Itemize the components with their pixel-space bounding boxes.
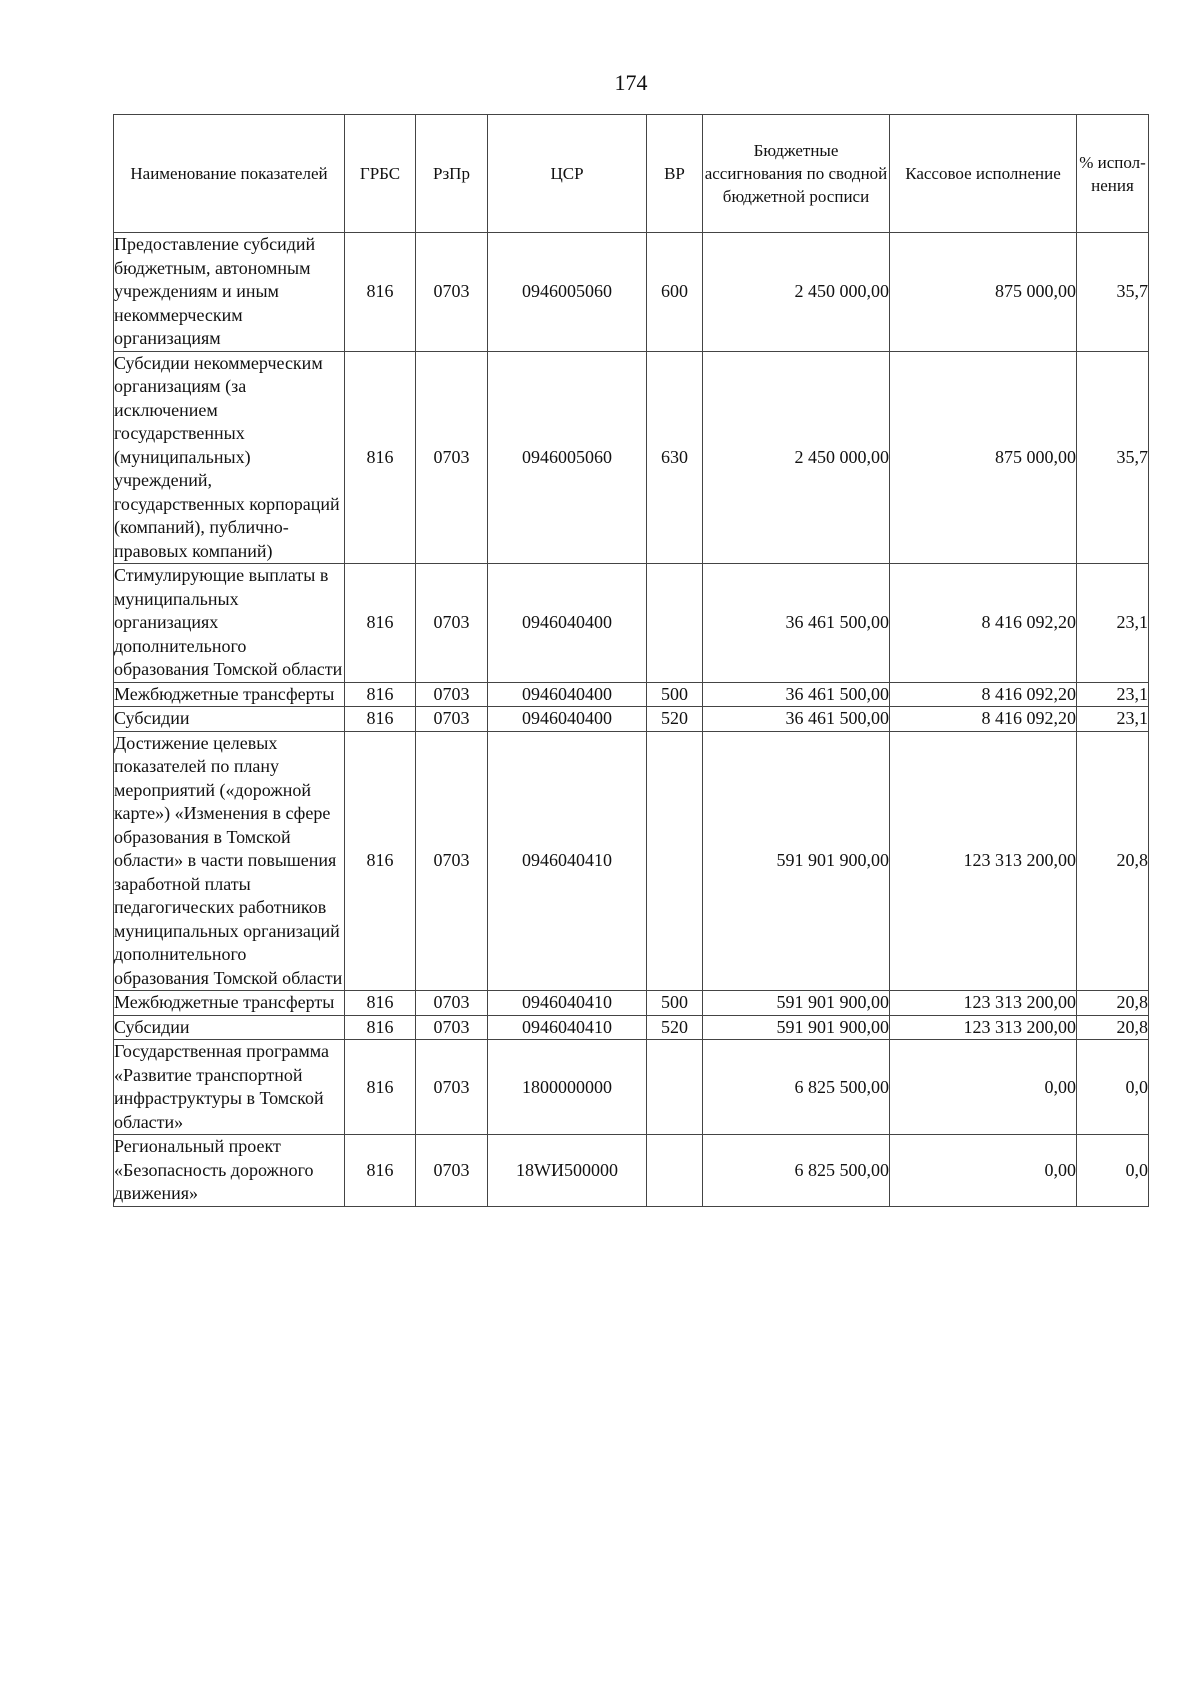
cell-name: Достижение целевых показателей по плану мероприятий («дорожной карте») «Изменения в сфере образования в Томской области» в части повышения заработной платы педагогических работников муниципальных организаций дополнительного образования Томской области [114,731,345,991]
table-row [114,1015,1149,1040]
table-row [114,351,1149,564]
cell-pct: 35,7 [1077,351,1149,564]
cell-name: Субсидии некоммерческим организациям (за исключением государственных (муниципальных) учреждений, государственных корпораций (компаний), публично-правовых компаний) [114,351,345,564]
cell-pct: 23,1 [1077,707,1149,732]
cell-grbs: 816 [345,682,416,707]
cell-grbs: 816 [345,991,416,1016]
cell-rzpr: 0703 [416,351,488,564]
cell-vr: 520 [647,707,703,732]
cell-grbs: 816 [345,233,416,352]
cell-cash: 0,00 [890,1040,1077,1135]
cell-pct: 0,0 [1077,1040,1149,1135]
cell-csr: 0946005060 [488,233,647,352]
cell-name: Субсидии [114,1015,345,1040]
cell-vr: 520 [647,1015,703,1040]
cell-rzpr: 0703 [416,991,488,1016]
cell-pct: 23,1 [1077,564,1149,683]
cell-cash: 123 313 200,00 [890,731,1077,991]
cell-budget: 36 461 500,00 [703,682,890,707]
cell-grbs: 816 [345,1135,416,1207]
header-pct: % испол-нения [1077,115,1149,233]
cell-csr: 0946005060 [488,351,647,564]
cell-vr: 630 [647,351,703,564]
cell-vr: 600 [647,233,703,352]
cell-rzpr: 0703 [416,731,488,991]
cell-grbs: 816 [345,564,416,683]
budget-execution-table [113,114,1149,1207]
cell-vr [647,564,703,683]
header-grbs: ГРБС [345,115,416,233]
cell-budget: 591 901 900,00 [703,731,890,991]
cell-name: Государственная программа «Развитие транспортной инфраструктуры в Томской области» [114,1040,345,1135]
cell-name: Межбюджетные трансферты [114,682,345,707]
table-row [114,731,1149,991]
cell-grbs: 816 [345,707,416,732]
cell-budget: 6 825 500,00 [703,1135,890,1207]
cell-cash: 8 416 092,20 [890,707,1077,732]
cell-rzpr: 0703 [416,564,488,683]
cell-csr: 0946040410 [488,731,647,991]
cell-csr: 0946040400 [488,707,647,732]
cell-cash: 875 000,00 [890,351,1077,564]
cell-rzpr: 0703 [416,1135,488,1207]
cell-budget: 591 901 900,00 [703,991,890,1016]
cell-rzpr: 0703 [416,233,488,352]
cell-grbs: 816 [345,731,416,991]
cell-cash: 8 416 092,20 [890,682,1077,707]
table-row [114,991,1149,1016]
table-row [114,564,1149,683]
cell-rzpr: 0703 [416,707,488,732]
cell-pct: 23,1 [1077,682,1149,707]
cell-vr [647,1135,703,1207]
cell-name: Межбюджетные трансферты [114,991,345,1016]
cell-grbs: 816 [345,1040,416,1135]
cell-vr: 500 [647,682,703,707]
cell-grbs: 816 [345,351,416,564]
table-row [114,707,1149,732]
header-name: Наименование показателей [114,115,345,233]
cell-rzpr: 0703 [416,1015,488,1040]
cell-pct: 20,8 [1077,991,1149,1016]
cell-pct: 20,8 [1077,1015,1149,1040]
cell-rzpr: 0703 [416,682,488,707]
cell-csr: 0946040400 [488,682,647,707]
cell-csr: 18WИ500000 [488,1135,647,1207]
cell-budget: 36 461 500,00 [703,564,890,683]
cell-name: Региональный проект «Безопасность дорожного движения» [114,1135,345,1207]
cell-budget: 2 450 000,00 [703,233,890,352]
cell-pct: 20,8 [1077,731,1149,991]
cell-name: Стимулирующие выплаты в муниципальных организациях дополнительного образования Томской области [114,564,345,683]
cell-csr: 0946040400 [488,564,647,683]
header-rzpr: РзПр [416,115,488,233]
cell-csr: 0946040410 [488,991,647,1016]
cell-vr [647,1040,703,1135]
cell-cash: 123 313 200,00 [890,991,1077,1016]
cell-budget: 591 901 900,00 [703,1015,890,1040]
header-vr: ВР [647,115,703,233]
header-csr: ЦСР [488,115,647,233]
cell-cash: 0,00 [890,1135,1077,1207]
page-number: 174 [614,70,648,95]
cell-csr: 1800000000 [488,1040,647,1135]
cell-budget: 6 825 500,00 [703,1040,890,1135]
table-row [114,1135,1149,1207]
cell-cash: 123 313 200,00 [890,1015,1077,1040]
header-budget: Бюджетные ассигнования по сводной бюджетной росписи [703,115,890,233]
cell-grbs: 816 [345,1015,416,1040]
table-row [114,682,1149,707]
table-row [114,1040,1149,1135]
cell-rzpr: 0703 [416,1040,488,1135]
cell-vr: 500 [647,991,703,1016]
cell-pct: 0,0 [1077,1135,1149,1207]
cell-name: Субсидии [114,707,345,732]
cell-pct: 35,7 [1077,233,1149,352]
cell-budget: 36 461 500,00 [703,707,890,732]
cell-cash: 875 000,00 [890,233,1077,352]
cell-cash: 8 416 092,20 [890,564,1077,683]
cell-budget: 2 450 000,00 [703,351,890,564]
header-cash: Кассовое исполнение [890,115,1077,233]
cell-csr: 0946040410 [488,1015,647,1040]
table-header-row [114,115,1149,233]
cell-name: Предоставление субсидий бюджетным, автономным учреждениям и иным некоммерческим организациям [114,233,345,352]
table-row [114,233,1149,352]
cell-vr [647,731,703,991]
